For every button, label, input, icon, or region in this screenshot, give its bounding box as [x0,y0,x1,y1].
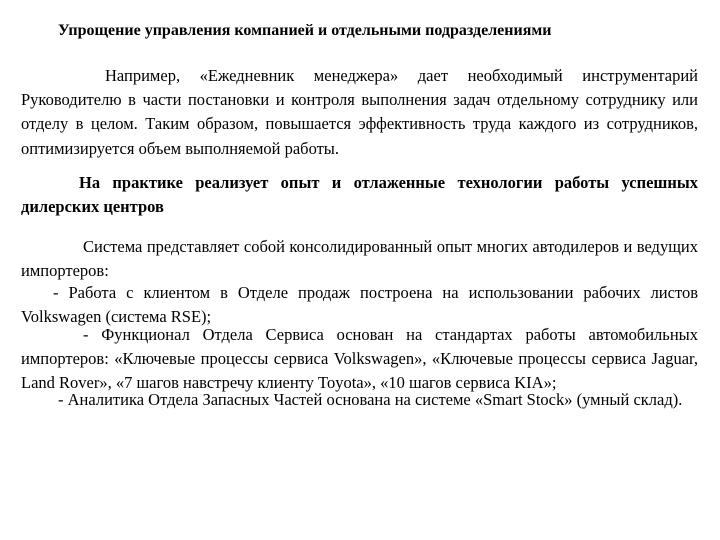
list-item-service-department: - Функционал Отдела Сервиса основан на стандартах работы автомобильных импортеров: «Ключевые процессы сервиса Volkswagen», «Ключевые процессы сервиса Jaguar, Land Rover», «7 шагов навстречу клиенту Toyota», «10 шагов сервиса KIA»; [21,325,698,393]
paragraph-system-experience: Система представляет собой консолидированный опыт многих автодилеров и ведущих импортеров: [21,237,698,281]
paragraph-daily-planner: Например, «Ежедневник менеджера» дает необходимый инструментарий Руководителю в части постановки и контроля выполнения задач отдельному сотруднику или отделу в целом. Таким образом, повышается эффективность труда каждого из сотрудников, оптимизируется объем выполняемой работы. [21,66,698,158]
list-item-sales-department: - Работа с клиентом в Отделе продаж построена на использовании рабочих листов Volkswagen (система RSE); [21,283,698,327]
slide-title: Упрощение управления компанией и отдельными подразделениями [58,22,552,39]
list-item-parts-department: - Аналитика Отдела Запасных Частей основана на системе «Smart Stock» (умный склад). [58,390,683,409]
paragraph-dealer-practice: На практике реализует опыт и отлаженные технологии работы успешных дилерских центров [21,173,698,217]
